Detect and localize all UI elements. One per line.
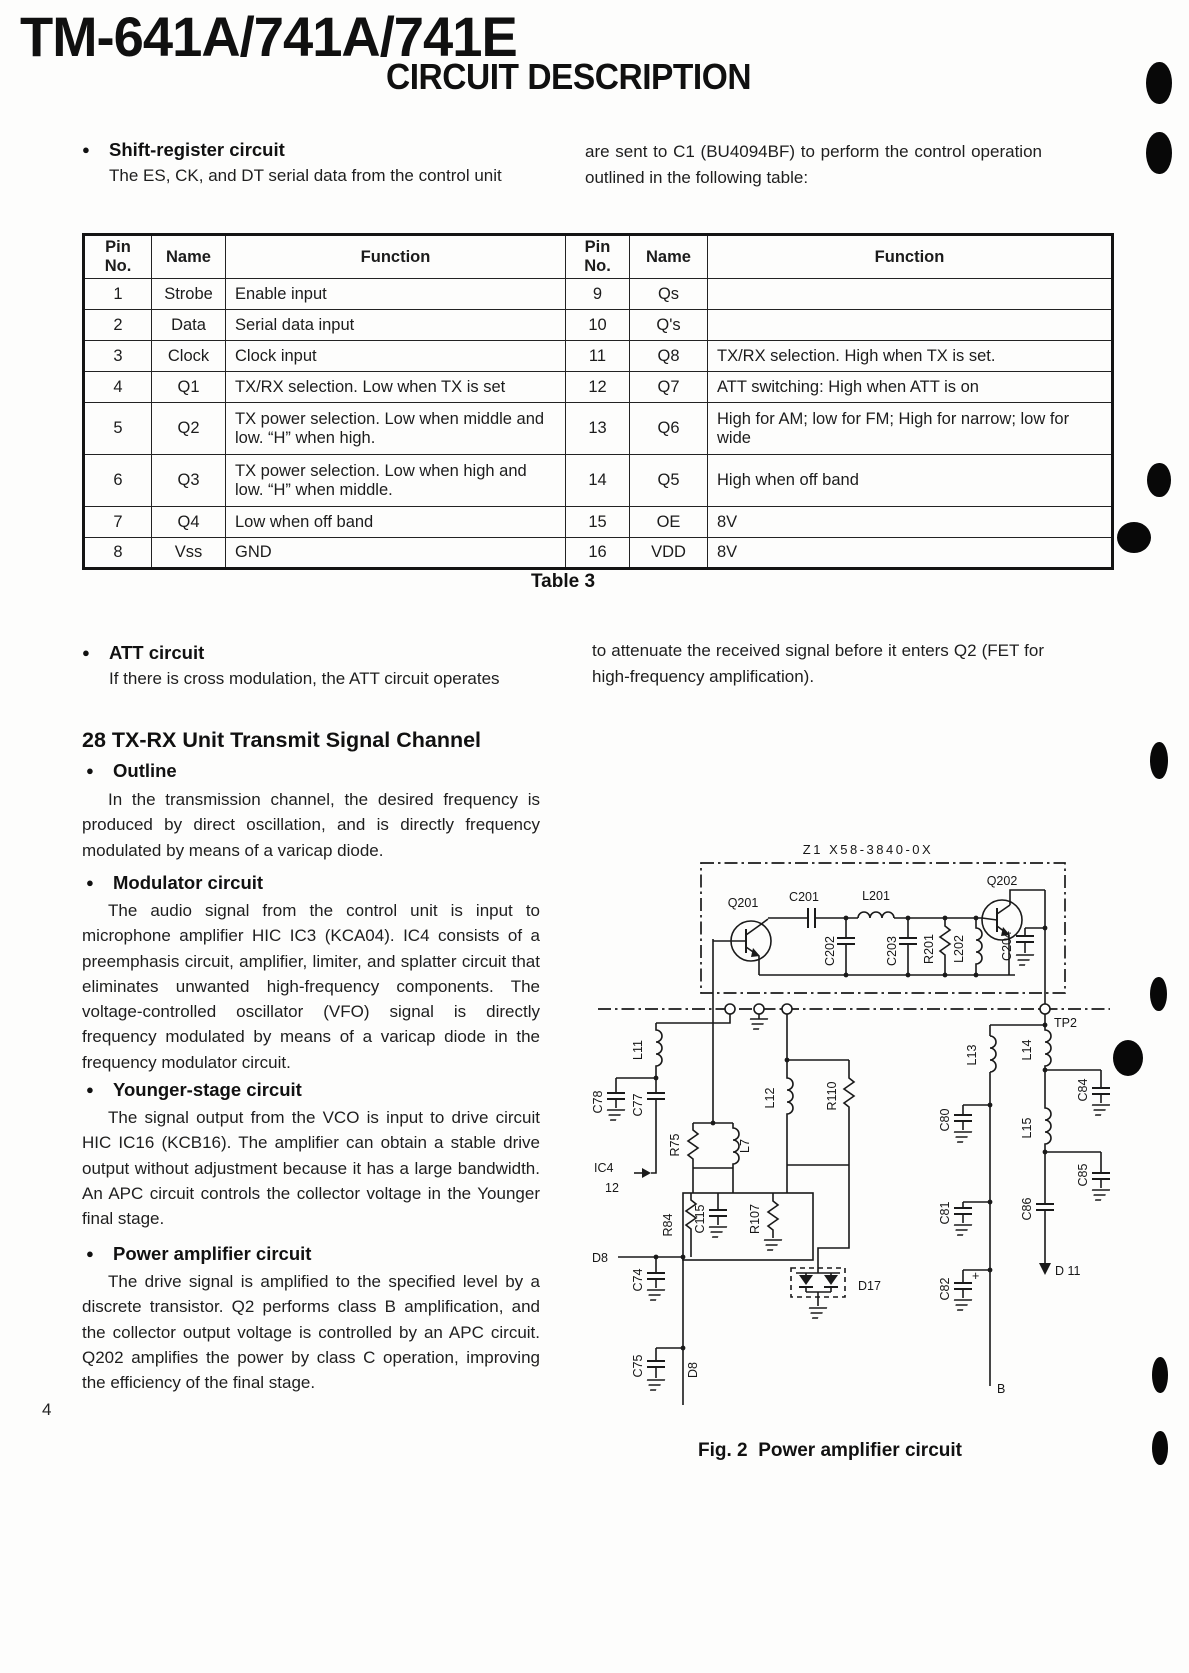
section-title: CIRCUIT DESCRIPTION: [386, 56, 752, 97]
power-amp-heading: Power amplifier circuit: [113, 1243, 312, 1264]
label-c78: C78: [591, 1090, 605, 1114]
label-c201: C201: [789, 890, 819, 904]
col-header: Pin No.: [84, 235, 152, 279]
cell-function: [708, 279, 1113, 310]
younger-body: The signal output from the VCO is input to drive circuit HIC IC16 (KCB16). The amplifier can obtain a stable drive output without adjustment because it has a large bandwidth. An APC circuit controls the collector voltage in the Younger final stage.: [82, 1108, 540, 1229]
label-c81: C81: [938, 1201, 952, 1225]
cell-function: TX power selection. Low when middle and low. “H” when high.: [226, 403, 566, 455]
cell-name: Data: [152, 310, 226, 341]
inductor-l12: [763, 1060, 793, 1165]
ground-symbol: [747, 1014, 768, 1029]
label-c202: C202: [823, 936, 837, 966]
label-d11: D 11: [1055, 1264, 1081, 1278]
cell-pin: 16: [566, 538, 630, 569]
capacitor-c80: [938, 1105, 990, 1142]
label-r84: R84: [661, 1213, 675, 1237]
resistor-r201: [922, 918, 950, 975]
test-point-tp2: [1040, 1004, 1050, 1014]
table-caption: Table 3: [530, 571, 596, 592]
capacitor-c75: [631, 1348, 665, 1390]
outline-body: In the transmission channel, the desired frequency is produced by direct oscillation, and is directly frequency modulated by means of a varicap diode.: [82, 790, 540, 860]
cell-function: TX/RX selection. Low when TX is set: [226, 372, 566, 403]
table-row: [84, 341, 1113, 372]
capacitor-c204: [1000, 928, 1045, 965]
label-b-net: B: [997, 1382, 1006, 1396]
page-number: 4: [42, 1400, 52, 1419]
cell-function: [708, 310, 1113, 341]
inductor-l7: [733, 1123, 752, 1168]
cell-pin: 4: [84, 372, 152, 403]
capacitor-c81: [938, 1201, 990, 1235]
cell-function: TX power selection. Low when high and low. “H” when middle.: [226, 455, 566, 507]
cell-pin: 9: [566, 279, 630, 310]
cell-name: OE: [630, 507, 708, 538]
bullet-icon: ●: [86, 1082, 94, 1097]
wire-output-chain: [990, 1014, 1045, 1386]
label-r75: R75: [668, 1133, 682, 1157]
cell-name: Qs: [630, 279, 708, 310]
capacitor-c74: [631, 1257, 665, 1300]
page-title: TM-641A/741A/741E: [20, 5, 517, 68]
modulator-heading: Modulator circuit: [113, 872, 264, 893]
binding-mark: [1146, 62, 1172, 104]
table-row: [84, 538, 1113, 569]
binding-mark: [1150, 977, 1167, 1011]
cell-name: Q1: [152, 372, 226, 403]
bullet-icon: ●: [82, 645, 90, 660]
table-row: [84, 310, 1113, 341]
binding-mark: [1152, 1357, 1168, 1393]
outline-heading-row: [86, 760, 177, 782]
table-row: [84, 372, 1113, 403]
bullet-icon: ●: [86, 763, 94, 778]
cell-name: Q7: [630, 372, 708, 403]
cell-pin: 3: [84, 341, 152, 372]
label-c85: C85: [1076, 1163, 1090, 1187]
col-header: Function: [226, 235, 566, 279]
cell-name: Vss: [152, 538, 226, 569]
att-body-right: to attenuate the received signal before it enters Q2 (FET for high-frequency amplification).: [592, 641, 1044, 686]
label-l201: L201: [862, 889, 890, 903]
cell-function: Clock input: [226, 341, 566, 372]
table-row: [84, 507, 1113, 538]
cell-name: Q3: [152, 455, 226, 507]
table-row: [84, 279, 1113, 310]
inductor-l15: [1020, 1070, 1051, 1152]
power-amp-heading-row: [86, 1243, 311, 1265]
label-c74: C74: [631, 1268, 645, 1292]
cell-pin: 10: [566, 310, 630, 341]
binding-mark: [1146, 132, 1172, 174]
binding-mark: [1113, 1040, 1143, 1076]
label-c82: C82: [938, 1277, 952, 1301]
younger-heading-row: [86, 1079, 302, 1101]
cell-function: Low when off band: [226, 507, 566, 538]
figure-number: Fig. 2: [698, 1440, 748, 1461]
modulator-body: The audio signal from the control unit is input to microphone amplifier HIC IC3 (KCA04). IC4 consists of a preemphasis circuit, amplifier, limiter, and splatter circuit that eliminates unwanted high-frequency components. The voltage-controlled oscillator (VFO) signal is directly frequency modulated by means of a varicap diode in the frequency modulator circuit.: [82, 901, 540, 1072]
cell-name: Clock: [152, 341, 226, 372]
cell-name: Q6: [630, 403, 708, 455]
label-c203: C203: [885, 936, 899, 966]
capacitor-c203: [885, 918, 917, 975]
cell-name: Q's: [630, 310, 708, 341]
label-l202: L202: [952, 935, 966, 963]
label-ic4: IC4: [594, 1161, 614, 1175]
table-header-row: [84, 235, 1113, 279]
label-d17: D17: [858, 1279, 881, 1293]
att-body-left: If there is cross modulation, the ATT circuit operates: [109, 669, 500, 688]
binding-mark: [1147, 463, 1171, 497]
cell-pin: 12: [566, 372, 630, 403]
label-d8-input: D8: [592, 1251, 608, 1265]
table-row: [84, 455, 1113, 507]
shift-register-heading: Shift-register circuit: [109, 139, 285, 160]
label-c75: C75: [631, 1354, 645, 1378]
cell-pin: 7: [84, 507, 152, 538]
col-header: Pin No.: [566, 235, 630, 279]
label-q201: Q201: [727, 896, 759, 910]
cell-name: Q8: [630, 341, 708, 372]
label-l12: L12: [763, 1087, 777, 1109]
cell-function: TX/RX selection. High when TX is set.: [708, 341, 1113, 372]
wire-input: [656, 1014, 730, 1023]
resistor-r84: [661, 1193, 696, 1257]
capacitor-c77: [631, 1078, 665, 1173]
att-circuit-block: [82, 642, 552, 692]
label-d8-net: D8: [686, 1362, 700, 1378]
resistor-r107: [748, 1193, 782, 1250]
label-l13: L13: [965, 1044, 979, 1066]
binding-mark: [1117, 522, 1151, 553]
d11-output-arrow: [1039, 1263, 1081, 1278]
feedthrough-pad: [725, 1004, 735, 1014]
cell-pin: 14: [566, 455, 630, 507]
cell-function: Serial data input: [226, 310, 566, 341]
cell-function: 8V: [708, 507, 1113, 538]
power-amplifier-schematic: [558, 778, 1110, 1410]
pin-function-table: [82, 233, 1114, 570]
cell-function: 8V: [708, 538, 1113, 569]
capacitor-c201: [789, 890, 819, 928]
modulator-heading-row: [86, 872, 263, 894]
label-l7: L7: [738, 1139, 752, 1153]
label-tp2: TP2: [1054, 1016, 1077, 1030]
inductor-l11: [631, 1023, 662, 1078]
resistor-r110: [825, 1060, 854, 1165]
bullet-icon: ●: [86, 875, 94, 890]
feedthrough-pad: [754, 1004, 764, 1014]
binding-mark: [1150, 742, 1168, 779]
ic4-pin12-input: [594, 1161, 651, 1195]
col-header: Name: [630, 235, 708, 279]
cell-pin: 6: [84, 455, 152, 507]
cell-pin: 8: [84, 538, 152, 569]
younger-heading: Younger-stage circuit: [113, 1079, 302, 1100]
capacitor-c115: [693, 1193, 727, 1237]
diode-d17: [791, 1268, 881, 1318]
capacitor-c84: [1045, 1070, 1110, 1115]
label-l15: L15: [1020, 1117, 1034, 1139]
cell-name: Q2: [152, 403, 226, 455]
cell-pin: 2: [84, 310, 152, 341]
col-header: Function: [708, 235, 1113, 279]
label-r201: R201: [922, 934, 936, 964]
txrx-heading: 28 TX-RX Unit Transmit Signal Channel: [82, 728, 482, 752]
cell-pin: 11: [566, 341, 630, 372]
binding-mark: [1152, 1431, 1168, 1465]
wire-drive: [693, 939, 733, 1193]
label-z1-module: Z1 X58-3840-0X: [802, 842, 934, 857]
bullet-icon: ●: [82, 142, 90, 157]
table-row: [84, 403, 1113, 455]
label-c204: C204: [1000, 931, 1014, 961]
cell-pin: 1: [84, 279, 152, 310]
figure-caption: [650, 1440, 1010, 1462]
inductor-l13: [965, 1036, 996, 1072]
label-c80: C80: [938, 1108, 952, 1132]
inductor-l201: [858, 889, 894, 918]
capacitor-c78: [591, 1078, 625, 1120]
att-heading: ATT circuit: [109, 642, 205, 663]
cell-name: Q4: [152, 507, 226, 538]
figure-title: Power amplifier circuit: [758, 1440, 962, 1461]
outline-heading: Outline: [113, 760, 177, 781]
cell-function: ATT switching: High when ATT is on: [708, 372, 1113, 403]
bullet-icon: ●: [86, 1246, 94, 1261]
label-ic4-pin: 12: [605, 1181, 619, 1195]
feedthrough-pad: [782, 1004, 792, 1014]
cell-function: Enable input: [226, 279, 566, 310]
cell-pin: 5: [84, 403, 152, 455]
capacitor-c86: [1020, 1152, 1054, 1263]
cell-function: High for AM; low for FM; High for narrow; low for wide: [708, 403, 1113, 455]
label-l14: L14: [1020, 1039, 1034, 1061]
cell-name: Strobe: [152, 279, 226, 310]
label-c82-polarity: +: [972, 1269, 980, 1283]
inductor-l202: [952, 918, 982, 975]
col-header: Name: [152, 235, 226, 279]
label-c77: C77: [631, 1093, 645, 1117]
capacitor-c202: [823, 918, 855, 975]
cell-name: VDD: [630, 538, 708, 569]
transistor-q201: [713, 896, 771, 975]
label-c115: C115: [693, 1204, 707, 1234]
capacitor-c82: [938, 1269, 990, 1310]
power-amp-body: The drive signal is amplified to the specified level by a discrete transistor. Q2 performs class B amplification, and the collector output voltage is controlled by an APC circuit. Q202 amplifies the power by class C operation, improving the efficiency of the final stage.: [82, 1272, 540, 1393]
label-q202: Q202: [986, 874, 1018, 888]
label-r110: R110: [825, 1081, 839, 1111]
label-l11: L11: [631, 1040, 645, 1060]
cell-pin: 15: [566, 507, 630, 538]
cell-function: GND: [226, 538, 566, 569]
wire-l12-branch: [787, 1014, 849, 1268]
resistor-r75: [668, 1123, 698, 1168]
label-c86: C86: [1020, 1197, 1034, 1221]
inductor-l14: [1020, 1025, 1051, 1070]
cell-name: Q5: [630, 455, 708, 507]
label-r107: R107: [748, 1204, 762, 1234]
cell-pin: 13: [566, 403, 630, 455]
shift-register-body-right: are sent to C1 (BU4094BF) to perform the control operation outlined in the following table:: [585, 142, 1042, 187]
label-c84: C84: [1076, 1078, 1090, 1102]
shift-register-body-left: The ES, CK, and DT serial data from the control unit: [109, 166, 502, 185]
capacitor-c85: [1045, 1152, 1110, 1200]
cell-function: High when off band: [708, 455, 1113, 507]
shift-register-block: [82, 139, 552, 189]
